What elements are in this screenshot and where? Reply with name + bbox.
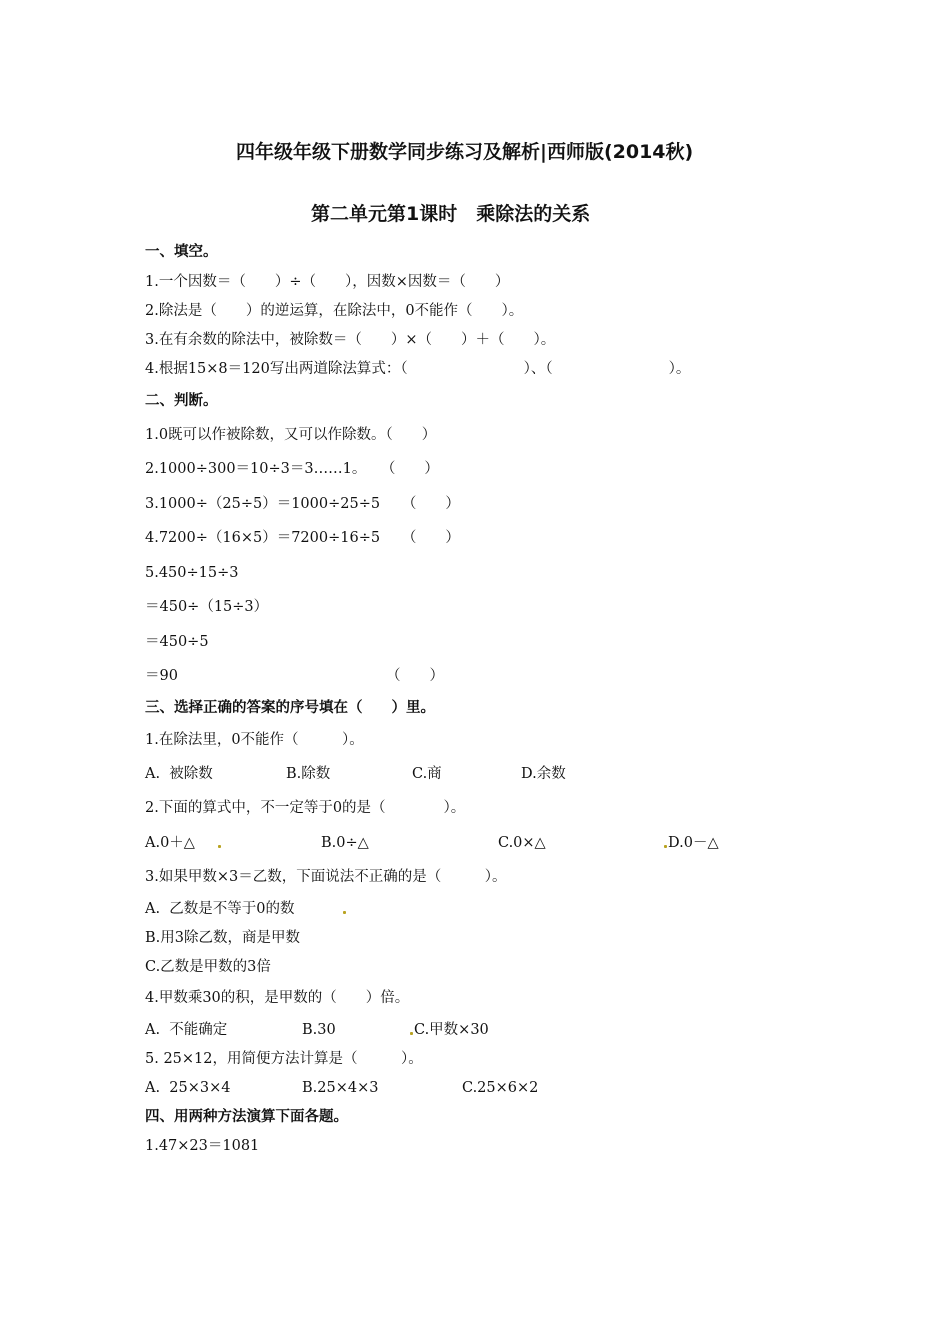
choice-3-option-a: A. 乙数是不等于0的数: [145, 901, 295, 917]
judge-question-4: 4.7200÷（16×5）＝7200÷16÷5 （ ）: [145, 530, 460, 546]
section-heading-fill: 一、填空。: [145, 244, 218, 260]
choice-2-option-b: B.0÷△: [321, 835, 369, 851]
choice-2-option-d: D.0－△: [668, 835, 719, 851]
choice-question-2: 2.下面的算式中，不一定等于0的是（ ）。: [145, 800, 466, 816]
choice-4-option-a: A. 不能确定: [145, 1022, 228, 1038]
choice-question-1: 1.在除法里，0不能作（ ）。: [145, 732, 364, 748]
choice-4-option-b: B.30: [302, 1022, 336, 1038]
print-speck: [343, 911, 346, 914]
judge-question-5-line-3: ＝450÷5: [145, 634, 209, 650]
choice-5-option-a: A. 25×3×4: [145, 1080, 231, 1096]
section-heading-choice: 三、选择正确的答案的序号填在（ ）里。: [145, 700, 435, 716]
section-heading-calc: 四、用两种方法演算下面各题。: [145, 1109, 348, 1125]
print-speck: [218, 845, 221, 848]
judge-question-1: 1.0既可以作被除数，又可以作除数。（ ）: [145, 427, 437, 443]
choice-3-option-b: B.用3除乙数，商是甲数: [145, 930, 300, 946]
choice-1-option-b: B.除数: [286, 766, 331, 782]
judge-question-3: 3.1000÷（25÷5）＝1000÷25÷5 （ ）: [145, 496, 460, 512]
lesson-subtitle: 第二单元第1课时 乘除法的关系: [311, 203, 591, 225]
fill-question-4: 4.根据15×8＝120写出两道除法算式：（ ）、（ ）。: [145, 361, 691, 377]
section-heading-judge: 二、判断。: [145, 393, 218, 409]
judge-question-5-answer-paren: （ ）: [386, 668, 444, 684]
choice-3-option-c: C.乙数是甲数的3倍: [145, 959, 271, 975]
fill-question-3: 3.在有余数的除法中，被除数＝（ ）×（ ）＋（ ）。: [145, 332, 556, 348]
choice-1-option-c: C.商: [412, 766, 442, 782]
judge-question-5-line-4: ＝90: [145, 668, 178, 684]
choice-1-option-a: A. 被除数: [145, 766, 213, 782]
fill-question-1: 1.一个因数＝（ ）÷（ ），因数×因数＝（ ）: [145, 274, 510, 290]
choice-question-5: 5. 25×12，用简便方法计算是（ ）。: [145, 1051, 423, 1067]
print-speck: [664, 845, 667, 848]
choice-4-option-c: C.甲数×30: [414, 1022, 489, 1038]
choice-5-option-b: B.25×4×3: [302, 1080, 379, 1096]
print-speck: [410, 1032, 413, 1035]
choice-2-option-a: A.0＋△: [145, 835, 195, 851]
fill-question-2: 2.除法是（ ）的逆运算，在除法中，0不能作（ ）。: [145, 303, 524, 319]
judge-question-2: 2.1000÷300＝10÷3＝3……1。 （ ）: [145, 461, 439, 477]
choice-5-option-c: C.25×6×2: [462, 1080, 539, 1096]
choice-1-option-d: D.余数: [521, 766, 566, 782]
judge-question-5-line-2: ＝450÷（15÷3）: [145, 599, 269, 615]
choice-question-4: 4.甲数乘30的积，是甲数的（ ）倍。: [145, 990, 410, 1006]
document-title: 四年级年级下册数学同步练习及解析|西师版(2014秋): [236, 141, 694, 163]
choice-question-3: 3.如果甲数×3＝乙数，下面说法不正确的是（ ）。: [145, 869, 507, 885]
calc-question-1: 1.47×23＝1081: [145, 1138, 260, 1154]
choice-2-option-c: C.0×△: [498, 835, 546, 851]
judge-question-5-line-1: 5.450÷15÷3: [145, 565, 239, 581]
